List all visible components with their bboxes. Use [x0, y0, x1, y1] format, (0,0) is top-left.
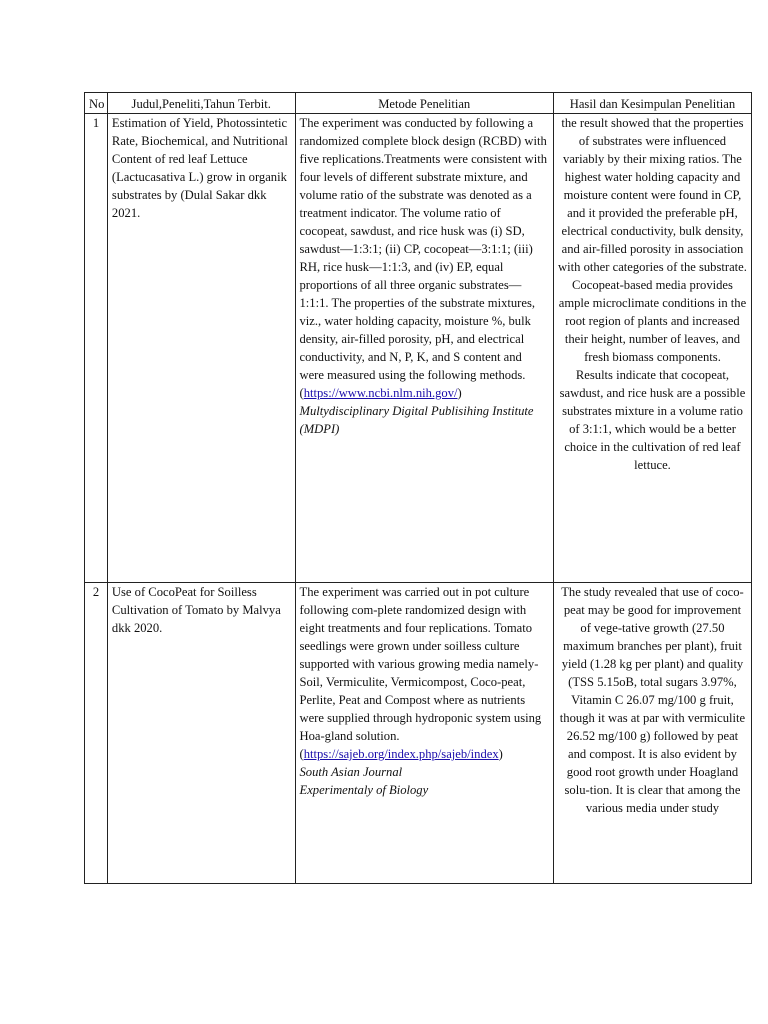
table-row: [85, 583, 752, 884]
row-metode: [295, 114, 553, 583]
source-journal: South Asian Journal: [299, 765, 403, 779]
row-number: 1: [85, 114, 108, 583]
source-link[interactable]: https://www.ncbi.nlm.nih.gov/: [303, 386, 458, 400]
header-no: No: [85, 93, 108, 114]
hasil-clip: [558, 583, 747, 883]
hasil-text-1: the result showed that the properties of substrates were influenced variably by their mixing ratios. The highest water holding capacity and moisture content were found in CP, and it provided the preferable pH, electrical conductivity, bulk density, and air-filled porosity in association with other categories of the substrate. Cocopeat-based media provides ample microclimate conditions in the root region of plants and increased their height, number of leaves, and fresh biomass components.: [558, 116, 747, 364]
row-metode: [295, 583, 553, 884]
row-judul: Estimation of Yield, Photossintetic Rate, Biochemical, and Nutritional Content of red leaf Lettuce (Lactucasativa L.) grow in organik substrates by (Dulal Sakar dkk 2021.: [107, 114, 295, 583]
hasil-text-2: Results indicate that cocopeat, sawdust, and rice husk are a possible substrates mixture in a volume ratio of 3:1:1, which would be a better choice in the cultivation of red leaf lettuce.: [559, 368, 746, 472]
header-hasil: Hasil dan Kesimpulan Penelitian: [553, 93, 751, 114]
link-paren-open: (: [299, 386, 304, 400]
header-judul: Judul,Peneliti,Tahun Terbit.: [107, 93, 295, 114]
source-publisher: Multydisciplinary Digital Publisihing Institute (MDPI): [299, 404, 534, 436]
table-row: [85, 114, 752, 583]
row-hasil: [553, 583, 751, 884]
row-number: 2: [85, 583, 108, 884]
row-hasil: [553, 114, 751, 583]
link-paren-open: (: [299, 747, 304, 761]
header-row: [85, 93, 752, 114]
hasil-text-1: The study revealed that use of coco-peat may be good for improvement of vege-tative growth (27.50 maximum branches per plant), fruit yield (1.28 kg per plant) and quality (TSS 5.15oB, total sugars 3.97%, Vitamin C 26.07 mg/100 g fruit, though it was at par with vermiculite 26.52 mg/100 g) followed by peat and compost. It is also evident by good root growth under Hoagland solu-tion. It is clear that among the various media under study: [559, 585, 746, 815]
row-judul: Use of CocoPeat for Soilless Cultivation of Tomato by Malvya dkk 2020.: [107, 583, 295, 884]
research-table: [84, 92, 752, 884]
metode-text: The experiment was conducted by following a randomized complete block design (RCBD) with five replications.Treatments were consistent with four levels of different substrate mixture, and volume ratio of the substrate was denoted as a treatment indicator. The volume ratio of cocopeat, sawdust, and rice husk was (i) SD, sawdust—1:3:1; (ii) CP, cocopeat—3:1:1; (iii) RH, rice husk—1:1:3, and (iv) EP, equal proportions of all three organic substrates—1:1:1. The properties of the substrate mixtures, viz., water holding capacity, moisture %, bulk density, air-filled porosity, pH, and electrical conductivity, and N, P, K, and S content and were measured using the following methods.: [299, 116, 548, 382]
link-paren-close: ): [457, 386, 462, 400]
header-metode: Metode Penelitian: [295, 93, 553, 114]
link-paren-close: ): [498, 747, 503, 761]
source-link[interactable]: https://sajeb.org/index.php/sajeb/index: [303, 747, 499, 761]
metode-text: The experiment was carried out in pot culture following com-plete randomized design with eight treatments and four replications. Tomato seedlings were grown under soilless culture supported with various growing media namely-Soil, Vermiculite, Vermicompost, Coco-peat, Perlite, Peat and Compost where as nutrients were supplied through hydroponic system using Hoa-gland solution.: [299, 585, 542, 743]
source-journal-line2: Experimentaly of Biology: [299, 783, 429, 797]
